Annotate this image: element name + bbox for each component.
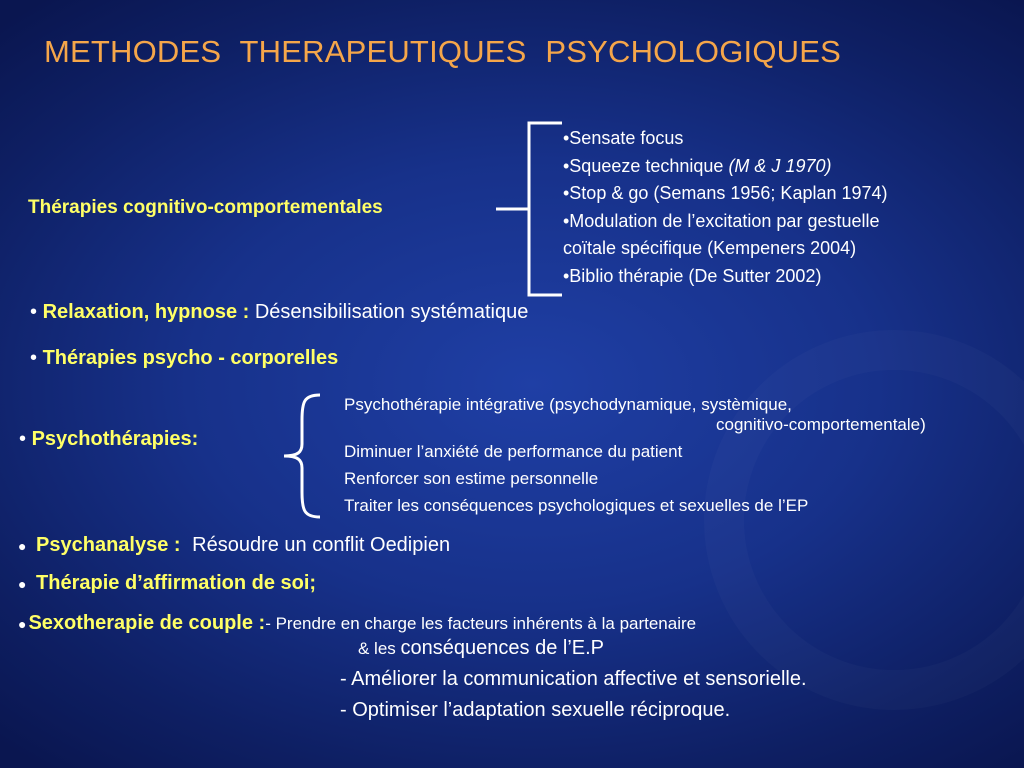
background-watermark [704,330,1024,710]
bullet: • [30,301,38,323]
psychanalyse-text: Résoudre un conflit Oedipien [192,534,451,556]
psycho-corporelles-line [30,347,338,370]
relaxation-label: Relaxation, hypnose : [42,301,250,323]
bullet: • [30,347,38,369]
bullet: ● [18,616,27,632]
tcc-label: Thérapies cognitivo-comportementales [28,197,383,218]
tcc-bracket [496,118,566,300]
bullet: ● [18,538,27,554]
psychotherapies-item: Renforcer son estime personnelle [344,469,599,488]
psychotherapies-item: Traiter les conséquences psychologiques et sexuelles de l’EP [344,496,809,515]
relaxation-line [30,301,528,324]
affirmation-line [18,572,316,595]
sexotherapie-line3: - Améliorer la communication affective et sensorielle. [340,668,807,690]
sexotherapie-label: Sexotherapie de couple : [28,612,266,634]
psychotherapies-item: Diminuer l’anxiété de performance du patient [344,442,683,461]
psychanalyse-line [18,534,450,557]
psycho-corporelles-label: Thérapies psycho - corporelles [42,347,339,369]
tcc-list [563,125,888,290]
psychanalyse-label: Psychanalyse : [36,534,181,556]
sexotherapie-line2: & les conséquences de l’E.P [358,637,604,659]
bullet: • [19,428,27,450]
tcc-item: •Squeeze technique (M & J 1970) [563,155,832,176]
tcc-item: •Biblio thérapie (De Sutter 2002) [563,265,822,286]
affirmation-label: Thérapie d’affirmation de soi; [36,572,317,594]
tcc-item: coïtale spécifique (Kempeners 2004) [563,238,857,258]
psychotherapies-brace [270,390,330,522]
psychotherapies-label: Psychothérapies: [31,428,199,450]
psychotherapies-item: cognitivo-comportementale) [716,415,926,434]
tcc-item: •Stop & go (Semans 1956; Kaplan 1974) [563,183,888,203]
bullet: ● [18,576,27,592]
slide-title: METHODES THERAPEUTIQUES PSYCHOLOGIQUES [44,34,841,69]
sexotherapie-line [18,612,696,635]
tcc-item: •Sensate focus [563,128,684,148]
psychotherapies-line [19,428,198,451]
sexotherapie-text: - Prendre en charge les facteurs inhérents à la partenaire [265,614,697,633]
psychotherapies-item: Psychothérapie intégrative (psychodynamique, systèmique, [344,395,792,414]
sexotherapie-line4: - Optimiser l’adaptation sexuelle réciproque. [340,699,731,721]
tcc-item: •Modulation de l’excitation par gestuelle [563,210,880,231]
relaxation-text: Désensibilisation systématique [249,301,529,323]
